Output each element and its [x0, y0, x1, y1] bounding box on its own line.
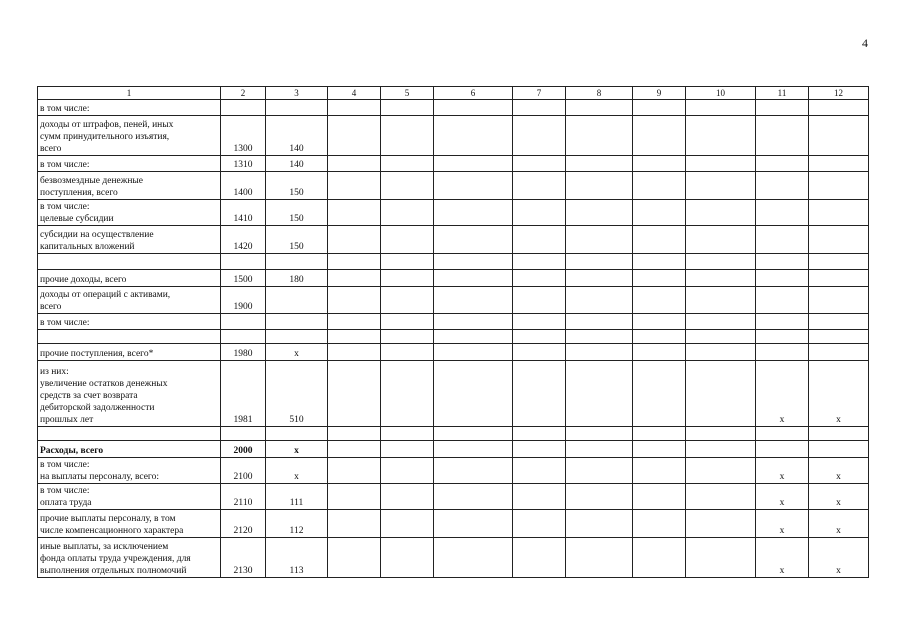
row-classification-code: [266, 427, 328, 441]
empty-cell: [633, 361, 686, 427]
empty-cell: [633, 254, 686, 270]
empty-cell: [381, 510, 434, 538]
table-row: [38, 510, 869, 538]
empty-cell: [328, 172, 381, 200]
column-header-3: 3: [266, 87, 328, 100]
empty-cell: [434, 441, 513, 458]
row-line-code: [221, 100, 266, 116]
row-col-11-cell: x: [756, 510, 809, 538]
empty-cell: [513, 172, 566, 200]
row-col-12-cell: [809, 287, 869, 314]
empty-cell: [434, 510, 513, 538]
row-description: [38, 427, 221, 441]
column-header-4: 4: [328, 87, 381, 100]
row-classification-code: [266, 330, 328, 344]
empty-cell: [434, 254, 513, 270]
empty-cell: [513, 427, 566, 441]
row-description: иные выплаты, за исключением фонда оплаты труда учреждения, для выполнения отдельных полномочий: [38, 538, 221, 578]
empty-cell: [566, 510, 633, 538]
row-col-11-cell: [756, 116, 809, 156]
row-description: в том числе: на выплаты персоналу, всего:: [38, 458, 221, 484]
row-line-code: 1980: [221, 344, 266, 361]
row-col-12-cell: x: [809, 510, 869, 538]
empty-cell: [328, 314, 381, 330]
empty-cell: [633, 287, 686, 314]
empty-cell: [434, 484, 513, 510]
empty-cell: [566, 254, 633, 270]
row-description: прочие доходы, всего: [38, 270, 221, 287]
row-classification-code: 111: [266, 484, 328, 510]
empty-cell: [513, 458, 566, 484]
empty-cell: [381, 361, 434, 427]
empty-cell: [381, 287, 434, 314]
empty-cell: [328, 458, 381, 484]
empty-cell: [434, 458, 513, 484]
empty-cell: [381, 314, 434, 330]
row-line-code: 2130: [221, 538, 266, 578]
empty-cell: [381, 427, 434, 441]
empty-cell: [686, 510, 756, 538]
empty-cell: [434, 226, 513, 254]
table-row: [38, 344, 869, 361]
empty-cell: [328, 510, 381, 538]
row-description: прочие выплаты персоналу, в том числе компенсационного характера: [38, 510, 221, 538]
row-classification-code: x: [266, 344, 328, 361]
row-classification-code: 150: [266, 172, 328, 200]
row-col-11-cell: [756, 254, 809, 270]
row-col-12-cell: [809, 254, 869, 270]
empty-cell: [633, 100, 686, 116]
row-col-12-cell: [809, 427, 869, 441]
empty-cell: [434, 538, 513, 578]
row-col-12-cell: x: [809, 361, 869, 427]
column-header-2: 2: [221, 87, 266, 100]
row-classification-code: [266, 254, 328, 270]
empty-cell: [686, 330, 756, 344]
table-row: [38, 226, 869, 254]
empty-cell: [566, 172, 633, 200]
row-col-12-cell: [809, 100, 869, 116]
empty-cell: [434, 100, 513, 116]
row-col-11-cell: [756, 344, 809, 361]
column-header-8: 8: [566, 87, 633, 100]
table-row: [38, 361, 869, 427]
row-col-11-cell: x: [756, 458, 809, 484]
empty-cell: [633, 510, 686, 538]
empty-cell: [434, 427, 513, 441]
empty-cell: [566, 441, 633, 458]
row-line-code: 2120: [221, 510, 266, 538]
empty-cell: [328, 270, 381, 287]
empty-cell: [566, 100, 633, 116]
row-description: безвозмездные денежные поступления, всего: [38, 172, 221, 200]
row-classification-code: [266, 100, 328, 116]
empty-cell: [686, 484, 756, 510]
row-description: в том числе:: [38, 156, 221, 172]
empty-cell: [381, 458, 434, 484]
empty-cell: [328, 361, 381, 427]
empty-cell: [566, 427, 633, 441]
empty-cell: [633, 330, 686, 344]
column-header-7: 7: [513, 87, 566, 100]
empty-cell: [566, 270, 633, 287]
empty-cell: [434, 172, 513, 200]
row-line-code: 1900: [221, 287, 266, 314]
empty-cell: [381, 254, 434, 270]
row-col-11-cell: [756, 270, 809, 287]
empty-cell: [566, 361, 633, 427]
empty-cell: [686, 226, 756, 254]
empty-cell: [566, 458, 633, 484]
empty-cell: [633, 226, 686, 254]
empty-cell: [513, 441, 566, 458]
empty-cell: [513, 100, 566, 116]
table-row: [38, 458, 869, 484]
empty-cell: [686, 254, 756, 270]
empty-cell: [686, 156, 756, 172]
empty-cell: [513, 226, 566, 254]
empty-cell: [434, 270, 513, 287]
row-col-12-cell: [809, 330, 869, 344]
empty-cell: [566, 156, 633, 172]
row-description: прочие поступления, всего*: [38, 344, 221, 361]
row-classification-code: 140: [266, 116, 328, 156]
row-line-code: [221, 427, 266, 441]
column-header-11: 11: [756, 87, 809, 100]
empty-cell: [328, 427, 381, 441]
table-row: [38, 100, 869, 116]
empty-cell: [513, 200, 566, 226]
row-col-11-cell: [756, 287, 809, 314]
empty-cell: [633, 314, 686, 330]
empty-cell: [381, 344, 434, 361]
empty-cell: [513, 156, 566, 172]
column-header-5: 5: [381, 87, 434, 100]
row-classification-code: x: [266, 441, 328, 458]
column-header-12: 12: [809, 87, 869, 100]
row-line-code: 1981: [221, 361, 266, 427]
row-col-12-cell: x: [809, 458, 869, 484]
empty-cell: [633, 441, 686, 458]
row-description: доходы от операций с активами, всего: [38, 287, 221, 314]
row-description: в том числе:: [38, 314, 221, 330]
table-row: [38, 287, 869, 314]
row-col-12-cell: [809, 226, 869, 254]
empty-cell: [513, 484, 566, 510]
empty-cell: [686, 116, 756, 156]
row-col-11-cell: [756, 330, 809, 344]
row-col-12-cell: [809, 270, 869, 287]
empty-cell: [328, 100, 381, 116]
empty-cell: [633, 344, 686, 361]
table-body: [38, 100, 869, 578]
empty-cell: [566, 538, 633, 578]
empty-cell: [633, 156, 686, 172]
table-row: [38, 200, 869, 226]
row-description: из них: увеличение остатков денежных средств за счет возврата дебиторской задолженности прошлых лет: [38, 361, 221, 427]
empty-cell: [566, 287, 633, 314]
empty-cell: [566, 226, 633, 254]
empty-cell: [381, 156, 434, 172]
table-row: [38, 254, 869, 270]
empty-cell: [686, 538, 756, 578]
empty-cell: [434, 287, 513, 314]
empty-cell: [381, 200, 434, 226]
empty-cell: [434, 330, 513, 344]
empty-cell: [434, 361, 513, 427]
row-classification-code: [266, 287, 328, 314]
empty-cell: [328, 441, 381, 458]
row-description: субсидии на осуществление капитальных вложений: [38, 226, 221, 254]
empty-cell: [513, 361, 566, 427]
row-col-11-cell: x: [756, 361, 809, 427]
row-line-code: 1420: [221, 226, 266, 254]
empty-cell: [381, 116, 434, 156]
row-col-12-cell: [809, 116, 869, 156]
empty-cell: [328, 254, 381, 270]
row-col-12-cell: [809, 314, 869, 330]
table-row: [38, 484, 869, 510]
empty-cell: [513, 330, 566, 344]
page-number: 4: [862, 36, 868, 50]
row-col-11-cell: [756, 314, 809, 330]
row-classification-code: 510: [266, 361, 328, 427]
table-row: [38, 314, 869, 330]
column-header-6: 6: [434, 87, 513, 100]
row-line-code: 1410: [221, 200, 266, 226]
row-col-12-cell: [809, 441, 869, 458]
empty-cell: [686, 200, 756, 226]
row-classification-code: 150: [266, 226, 328, 254]
empty-cell: [328, 330, 381, 344]
empty-cell: [513, 116, 566, 156]
row-description: в том числе: целевые субсидии: [38, 200, 221, 226]
row-col-11-cell: x: [756, 538, 809, 578]
report-table: [37, 86, 869, 578]
empty-cell: [328, 344, 381, 361]
row-line-code: 1500: [221, 270, 266, 287]
empty-cell: [434, 200, 513, 226]
empty-cell: [566, 200, 633, 226]
empty-cell: [633, 200, 686, 226]
empty-cell: [328, 200, 381, 226]
row-line-code: [221, 314, 266, 330]
empty-cell: [686, 427, 756, 441]
empty-cell: [633, 172, 686, 200]
table-row: [38, 427, 869, 441]
empty-cell: [328, 116, 381, 156]
empty-cell: [566, 484, 633, 510]
empty-cell: [328, 538, 381, 578]
table-row: [38, 172, 869, 200]
empty-cell: [381, 441, 434, 458]
row-classification-code: [266, 314, 328, 330]
row-classification-code: x: [266, 458, 328, 484]
empty-cell: [633, 538, 686, 578]
empty-cell: [381, 172, 434, 200]
empty-cell: [633, 427, 686, 441]
empty-cell: [328, 226, 381, 254]
empty-cell: [381, 226, 434, 254]
row-line-code: 2100: [221, 458, 266, 484]
empty-cell: [328, 156, 381, 172]
row-line-code: 1400: [221, 172, 266, 200]
row-col-11-cell: [756, 200, 809, 226]
empty-cell: [434, 116, 513, 156]
empty-cell: [381, 270, 434, 287]
empty-cell: [381, 330, 434, 344]
row-col-12-cell: x: [809, 484, 869, 510]
column-header-9: 9: [633, 87, 686, 100]
empty-cell: [566, 344, 633, 361]
empty-cell: [513, 344, 566, 361]
row-col-12-cell: [809, 344, 869, 361]
empty-cell: [434, 314, 513, 330]
row-col-11-cell: [756, 156, 809, 172]
column-header-10: 10: [686, 87, 756, 100]
row-col-11-cell: [756, 427, 809, 441]
row-line-code: [221, 254, 266, 270]
empty-cell: [434, 156, 513, 172]
empty-cell: [566, 116, 633, 156]
row-line-code: [221, 330, 266, 344]
empty-cell: [566, 330, 633, 344]
empty-cell: [633, 116, 686, 156]
empty-cell: [513, 287, 566, 314]
row-col-12-cell: [809, 200, 869, 226]
row-classification-code: 140: [266, 156, 328, 172]
row-line-code: 1310: [221, 156, 266, 172]
row-col-11-cell: [756, 172, 809, 200]
empty-cell: [686, 361, 756, 427]
empty-cell: [381, 538, 434, 578]
column-header-1: 1: [38, 87, 221, 100]
row-classification-code: 113: [266, 538, 328, 578]
empty-cell: [633, 484, 686, 510]
table-row: [38, 270, 869, 287]
empty-cell: [686, 172, 756, 200]
row-description: [38, 254, 221, 270]
row-description: Расходы, всего: [38, 441, 221, 458]
row-col-11-cell: [756, 100, 809, 116]
empty-cell: [686, 344, 756, 361]
empty-cell: [513, 270, 566, 287]
row-col-11-cell: [756, 226, 809, 254]
empty-cell: [513, 538, 566, 578]
row-col-12-cell: [809, 172, 869, 200]
empty-cell: [633, 458, 686, 484]
empty-cell: [686, 287, 756, 314]
empty-cell: [381, 100, 434, 116]
empty-cell: [686, 100, 756, 116]
table-row: [38, 441, 869, 458]
empty-cell: [513, 510, 566, 538]
row-description: [38, 330, 221, 344]
empty-cell: [566, 314, 633, 330]
empty-cell: [328, 287, 381, 314]
row-col-12-cell: x: [809, 538, 869, 578]
table-row: [38, 330, 869, 344]
empty-cell: [686, 458, 756, 484]
empty-cell: [686, 314, 756, 330]
row-classification-code: 112: [266, 510, 328, 538]
row-col-12-cell: [809, 156, 869, 172]
table-row: [38, 538, 869, 578]
row-line-code: 2000: [221, 441, 266, 458]
empty-cell: [686, 270, 756, 287]
empty-cell: [513, 254, 566, 270]
row-classification-code: 150: [266, 200, 328, 226]
empty-cell: [328, 484, 381, 510]
row-col-11-cell: x: [756, 484, 809, 510]
row-description: доходы от штрафов, пеней, иных сумм принудительного изъятия, всего: [38, 116, 221, 156]
row-classification-code: 180: [266, 270, 328, 287]
table-row: [38, 156, 869, 172]
empty-cell: [381, 484, 434, 510]
row-line-code: 2110: [221, 484, 266, 510]
table-row: [38, 116, 869, 156]
empty-cell: [513, 314, 566, 330]
row-col-11-cell: [756, 441, 809, 458]
row-line-code: 1300: [221, 116, 266, 156]
row-description: в том числе:: [38, 100, 221, 116]
header-row: [38, 87, 869, 100]
row-description: в том числе: оплата труда: [38, 484, 221, 510]
empty-cell: [686, 441, 756, 458]
empty-cell: [633, 270, 686, 287]
empty-cell: [434, 344, 513, 361]
